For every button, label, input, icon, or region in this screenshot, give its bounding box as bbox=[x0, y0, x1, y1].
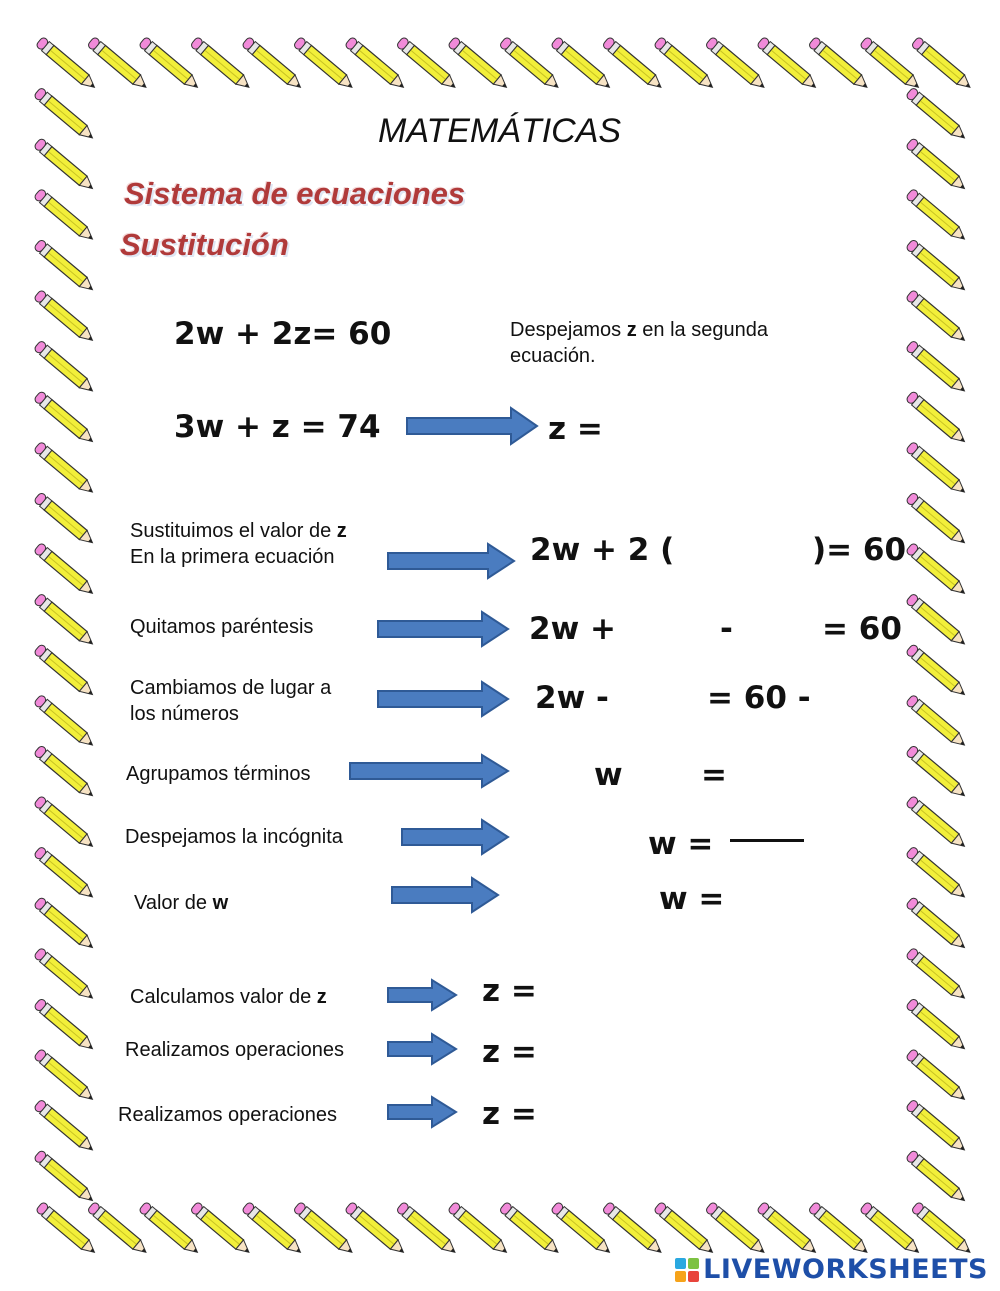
step-parentheses-expr-c: = 60 bbox=[822, 611, 902, 647]
pencil-icon bbox=[905, 188, 968, 243]
pencil-icon bbox=[905, 87, 968, 142]
equation-1: 2w + 2z= 60 bbox=[174, 316, 392, 352]
pencil-icon bbox=[905, 1099, 968, 1154]
pencil-icon bbox=[905, 542, 968, 597]
pencil-icon bbox=[905, 138, 968, 193]
pencil-icon bbox=[905, 1048, 968, 1103]
step-substitute-expr-a: 2w + 2 ( bbox=[530, 532, 675, 568]
pencil-icon bbox=[911, 1201, 974, 1256]
pencil-icon bbox=[33, 87, 96, 142]
pencil-icon bbox=[905, 391, 968, 446]
z-answer-1: z = bbox=[548, 411, 603, 447]
pencil-icon bbox=[33, 542, 96, 597]
step-group-expr-b: = bbox=[701, 757, 727, 793]
pencil-icon bbox=[33, 947, 96, 1002]
isolate-note: Despejamos z en la segunda ecuación. bbox=[510, 319, 768, 367]
step-parentheses-label: Quitamos paréntesis bbox=[130, 616, 314, 638]
final-calc-label: Calculamos valor de z bbox=[130, 986, 327, 1008]
pencil-icon bbox=[33, 441, 96, 496]
pencil-icon bbox=[33, 897, 96, 952]
pencil-icon bbox=[33, 188, 96, 243]
step-isolate-label: Despejamos la incógnita bbox=[125, 826, 343, 848]
step-parentheses-expr-a: 2w + bbox=[529, 611, 616, 647]
pencil-icon bbox=[33, 694, 96, 749]
pencil-icon bbox=[905, 846, 968, 901]
arrow-icon bbox=[378, 682, 510, 716]
step-isolate-expr: w = bbox=[648, 826, 714, 862]
final-ops-expr-1: z = bbox=[482, 1034, 537, 1070]
pencil-icon bbox=[905, 492, 968, 547]
pencil-icon bbox=[905, 441, 968, 496]
final-ops-expr-2: z = bbox=[482, 1096, 537, 1132]
final-ops-label-1: Realizamos operaciones bbox=[125, 1039, 345, 1061]
pencil-icon bbox=[905, 340, 968, 395]
arrow-icon bbox=[388, 980, 458, 1010]
arrow-icon bbox=[388, 544, 516, 578]
pencil-icon bbox=[33, 492, 96, 547]
pencil-icon bbox=[905, 745, 968, 800]
step-group-expr-a: w bbox=[594, 757, 623, 793]
arrow-icon bbox=[388, 1097, 458, 1127]
pencil-icon bbox=[33, 795, 96, 850]
pencil-icon bbox=[905, 289, 968, 344]
pencil-icon bbox=[905, 998, 968, 1053]
step-rearrange-expr-b: = 60 - bbox=[707, 680, 811, 716]
pencil-icon bbox=[905, 644, 968, 699]
pencil-icon bbox=[33, 846, 96, 901]
fraction-line bbox=[730, 839, 804, 842]
arrow-icon bbox=[388, 1034, 458, 1064]
logo-blocks-icon bbox=[675, 1258, 699, 1282]
pencil-icon bbox=[33, 1099, 96, 1154]
liveworksheets-logo bbox=[675, 1254, 988, 1285]
step-parentheses-expr-b: - bbox=[720, 611, 733, 647]
pencil-icon bbox=[33, 239, 96, 294]
final-ops-label-2: Realizamos operaciones bbox=[118, 1104, 338, 1126]
pencil-icon bbox=[33, 1150, 96, 1205]
pencil-icon bbox=[33, 138, 96, 193]
equation-2: 3w + z = 74 bbox=[174, 409, 381, 445]
pencil-icon bbox=[905, 897, 968, 952]
step-rearrange-expr-a: 2w - bbox=[535, 680, 609, 716]
arrow-icon bbox=[407, 408, 539, 444]
pencil-icon bbox=[33, 593, 96, 648]
final-calc-expr: z = bbox=[482, 973, 537, 1009]
arrow-icon bbox=[392, 878, 500, 912]
subtitle-method: Sustitución bbox=[120, 227, 289, 262]
step-substitute-expr-b: )= 60 bbox=[812, 532, 907, 568]
pencil-icon bbox=[905, 593, 968, 648]
arrow-icon bbox=[378, 612, 510, 646]
pencil-icon bbox=[33, 644, 96, 699]
pencil-icon bbox=[33, 289, 96, 344]
pencil-icon bbox=[905, 694, 968, 749]
pencil-icon bbox=[33, 998, 96, 1053]
pencil-icon bbox=[33, 745, 96, 800]
pencil-icon bbox=[905, 239, 968, 294]
step-substitute-label: Sustituimos el valor de z En la primera ecuación bbox=[130, 520, 347, 568]
pencil-icon bbox=[911, 36, 974, 91]
pencil-icon bbox=[905, 947, 968, 1002]
step-rearrange-label: Cambiamos de lugar a los números bbox=[130, 677, 332, 725]
logo-text: LIVEWORKSHEETS bbox=[703, 1254, 988, 1285]
pencil-icon bbox=[33, 340, 96, 395]
pencil-icon bbox=[905, 795, 968, 850]
step-value-label: Valor de w bbox=[134, 892, 229, 914]
pencil-icon bbox=[33, 391, 96, 446]
arrow-icon bbox=[350, 755, 510, 787]
step-group-label: Agrupamos términos bbox=[126, 763, 311, 785]
pencil-icon bbox=[33, 1048, 96, 1103]
pencil-icon bbox=[905, 1150, 968, 1205]
step-value-expr: w = bbox=[659, 881, 725, 917]
subtitle-system: Sistema de ecuaciones bbox=[124, 176, 466, 211]
arrow-icon bbox=[402, 820, 510, 854]
page-title: MATEMÁTICAS bbox=[378, 112, 622, 150]
